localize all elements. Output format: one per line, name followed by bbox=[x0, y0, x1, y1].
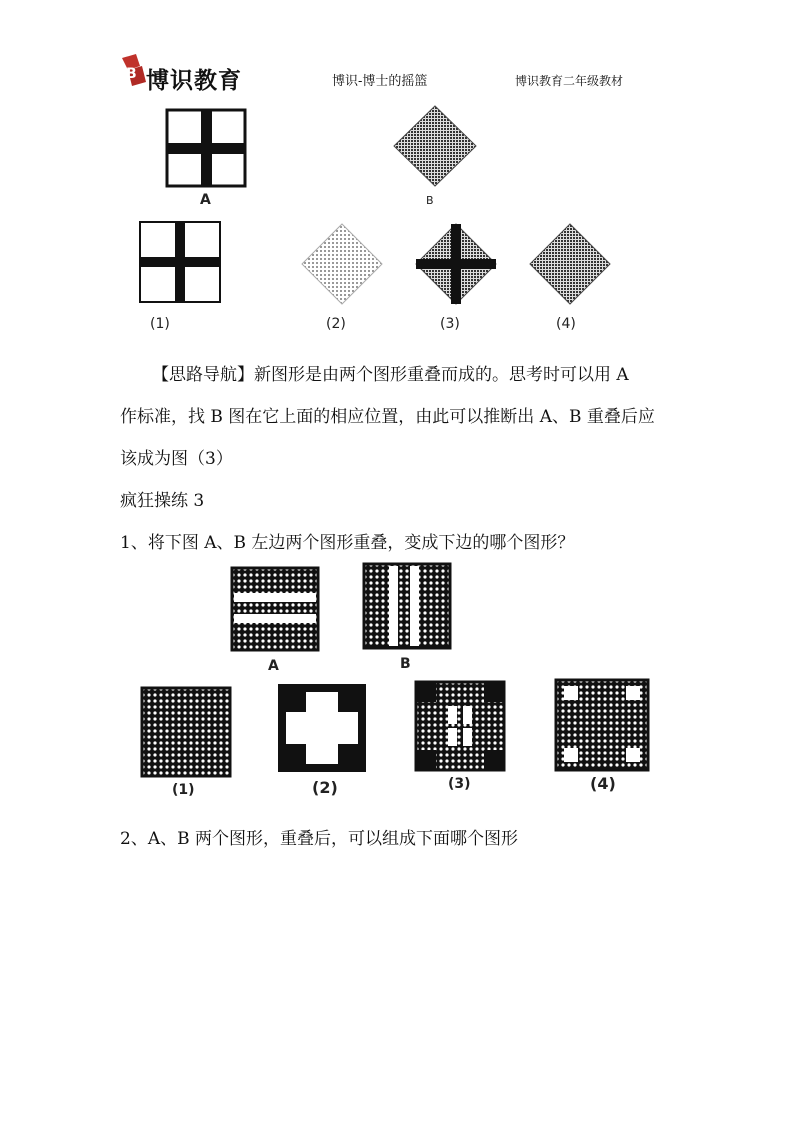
q1-option-label-2: (2) bbox=[312, 778, 338, 797]
example-option-4 bbox=[528, 222, 612, 306]
example-option-label-2: (2) bbox=[326, 316, 346, 332]
header-right-text: 博识教育二年级教材 bbox=[515, 74, 624, 88]
question-1-text: 1、将下图 A、B 左边两个图形重叠，变成下边的哪个图形？ bbox=[120, 533, 575, 553]
example-figure-a bbox=[165, 108, 247, 188]
example-option-2 bbox=[300, 222, 384, 306]
q1-figure-b bbox=[362, 562, 452, 650]
example-label-a: A bbox=[200, 192, 211, 208]
q1-option-label-3: (3) bbox=[448, 776, 471, 792]
header-logo bbox=[118, 52, 248, 96]
explanation-line-3: 该成为图（3） bbox=[120, 449, 233, 469]
q1-figure-a bbox=[230, 566, 320, 652]
q1-option-label-4: (4) bbox=[590, 774, 616, 793]
example-option-label-1: (1) bbox=[150, 316, 170, 332]
q1-option-4 bbox=[554, 678, 650, 772]
q1-label-a: A bbox=[268, 658, 279, 674]
explanation-line-2: 作标准，找 B 图在它上面的相应位置，由此可以推断出 A、B 重叠后应 bbox=[120, 407, 655, 427]
example-option-label-3: (3) bbox=[440, 316, 460, 332]
example-label-b: B bbox=[426, 194, 434, 207]
q1-option-1 bbox=[140, 686, 232, 778]
q1-label-b: B bbox=[400, 656, 411, 672]
example-figure-b bbox=[390, 104, 480, 188]
example-option-1 bbox=[138, 220, 222, 304]
svg-text:B: B bbox=[126, 66, 137, 82]
q1-option-3 bbox=[414, 680, 506, 772]
example-option-label-4: (4) bbox=[556, 316, 576, 332]
question-2-text: 2、A、B 两个图形，重叠后，可以组成下面哪个图形 bbox=[120, 829, 518, 849]
example-option-3 bbox=[414, 222, 498, 306]
section-title: 疯狂操练 3 bbox=[120, 491, 205, 511]
logo-text: 博识教育 bbox=[146, 68, 242, 94]
q1-option-2 bbox=[276, 682, 368, 774]
header-center-text: 博识-博士的摇篮 bbox=[332, 74, 428, 89]
q1-option-label-1: (1) bbox=[172, 782, 195, 798]
explanation-line-1: 【思路导航】新图形是由两个图形重叠而成的。思考时可以用 A bbox=[152, 365, 629, 385]
